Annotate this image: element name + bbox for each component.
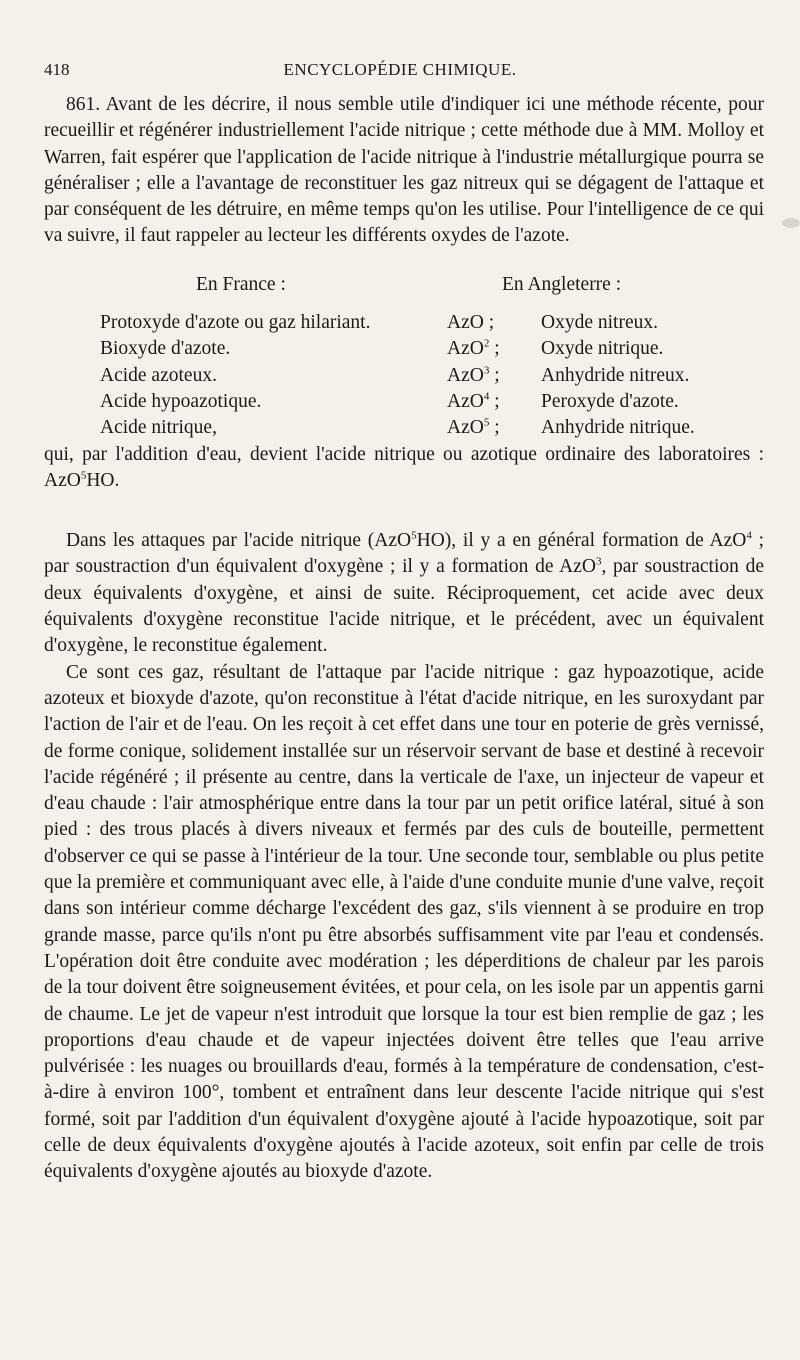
oxide-column-headers [44, 272, 764, 298]
oxide-name-france: Bioxyde d'azote. [100, 338, 231, 360]
oxide-name-france: Acide hypoazotique. [100, 390, 262, 412]
oxides-table [100, 310, 695, 441]
oxide-name-england: Anhydride nitreux. [541, 364, 690, 386]
oxide-row [100, 336, 695, 362]
oxide-row [100, 363, 695, 389]
paragraph-gaz-tour: Ce sont ces gaz, résultant de l'attaque par l'acide nitrique : gaz hypoazotique, acide azoteux et bioxyde d'azote, qu'on reconstitue à l'état d'acide nitrique, en les suroxydant par l'action de l'air et de l'eau. On les reçoit à cet effet dans une tour en poterie de grès vernissé, de forme conique, solidement installée sur un réservoir servant de base et destiné à recevoir l'acide régénéré ; il présente au centre, dans la verticale de l'axe, un injecteur de vapeur et d'eau chaude : l'air atmosphérique entre dans la tour par un petit orifice latéral, situé à son pied : des trous placés à divers niveaux et fermés par des culs de bouteille, permettent d'observer ce qui se passe à l'intérieur de la tour. Une seconde tour, semblable ou plus petite que la première et communiquant avec elle, à l'aide d'une conduite munie d'une valve, reçoit dans son intérieur comme décharge l'excédent des gaz, s'ils viennent à se produire en trop grande masse, parce qu'ils n'ont pu être absorbés suffisamment vite par l'eau et condensés. L'opération doit être conduite avec modération ; les déperditions de chaleur par les parois de la tour doivent être soigneusement évitées, et pour cela, on les isole par un appentis garni de chaume. Le jet de vapeur n'est introduit que lorsque la tour est bien remplie de gaz ; les proportions d'eau chaude et de vapeur injectées doivent être telles que l'eau arrive pulvérisée : les nuages ou brouillards d'eau, formés à la température de condensation, c'est-à-dire à environ 100°, tombent et entraînent dans leur descente l'acide nitrique qui s'est formé, soit par l'addition d'un équivalent d'oxygène ajouté à l'acide hypoazotique, soit par celle de deux équivalents d'oxygène ajoutés à l'acide azoteux, soit enfin par celle de trois équivalents d'oxygène ajoutés au bioxyde d'azote. [44, 661, 764, 1183]
oxide-formula: AzO$^5$ ; [447, 416, 500, 439]
oxide-formula: AzO$^2$ ; [447, 337, 500, 360]
oxide-name-france: Acide azoteux. [100, 364, 217, 386]
column-header-england: En Angleterre : [502, 273, 622, 295]
oxide-formula: AzO$^4$ ; [447, 390, 500, 412]
oxide-row [100, 415, 695, 441]
oxide-formula: AzO$^3$ ; [447, 364, 500, 386]
paragraph-861: 861. Avant de les décrire, il nous semble utile d'indiquer ici une méthode récente, pour recueillir et régénérer industriellement l'acide nitrique ; cette méthode due à MM. Molloy et Warren, fait espérer que l'application de l'acide nitrique à l'industrie métallurgique pourra se généraliser ; elle a l'avantage de reconstituer les gaz nitreux qui se dégagent de l'attaque et par conséquent de les détruire, en même temps qu'on les utilise. Pour l'intelligence de ce qui va suivre, il faut rappeler au lecteur les différents oxydes de l'azote. [44, 94, 764, 247]
oxide-name-england: Oxyde nitreux. [541, 312, 658, 334]
page-header [44, 60, 756, 84]
oxide-name-france: Acide nitrique, [100, 417, 217, 439]
oxide-name-england: Oxyde nitrique. [541, 338, 664, 360]
running-title: ENCYCLOPÉDIE CHIMIQUE. [283, 60, 517, 79]
oxide-formula: AzO ; [447, 312, 495, 334]
oxide-row [100, 310, 695, 336]
oxide-row [100, 389, 695, 415]
oxide-name-england: Anhydride nitrique. [541, 417, 695, 439]
column-header-france: En France : [196, 273, 286, 295]
page-smudge [782, 218, 800, 228]
page-number: 418 [44, 60, 70, 79]
oxide-name-france: Protoxyde d'azote ou gaz hilariant. [100, 312, 371, 334]
paragraph-attaques: Dans les attaques par l'acide nitrique (AzO$^5$HO), il y a en général formation de AzO$^4$ ; par soustraction d'un équivalent d'oxygène ; il y a formation de AzO$^3$, par soustraction de deux équivalents d'oxygène, et ainsi de suite. Réciproquement, cet acide avec deux équivalents d'oxygène reconstitue l'acide nitrique, et le précédent, avec un équivalent d'oxygène, le reconstitue également. [44, 529, 764, 657]
body-text [44, 92, 764, 1186]
paragraph-addition-eau: qui, par l'addition d'eau, devient l'acide nitrique ou azotique ordinaire des laboratoires : AzO$^5$HO. [44, 443, 764, 491]
oxide-name-england: Peroxyde d'azote. [541, 390, 679, 412]
